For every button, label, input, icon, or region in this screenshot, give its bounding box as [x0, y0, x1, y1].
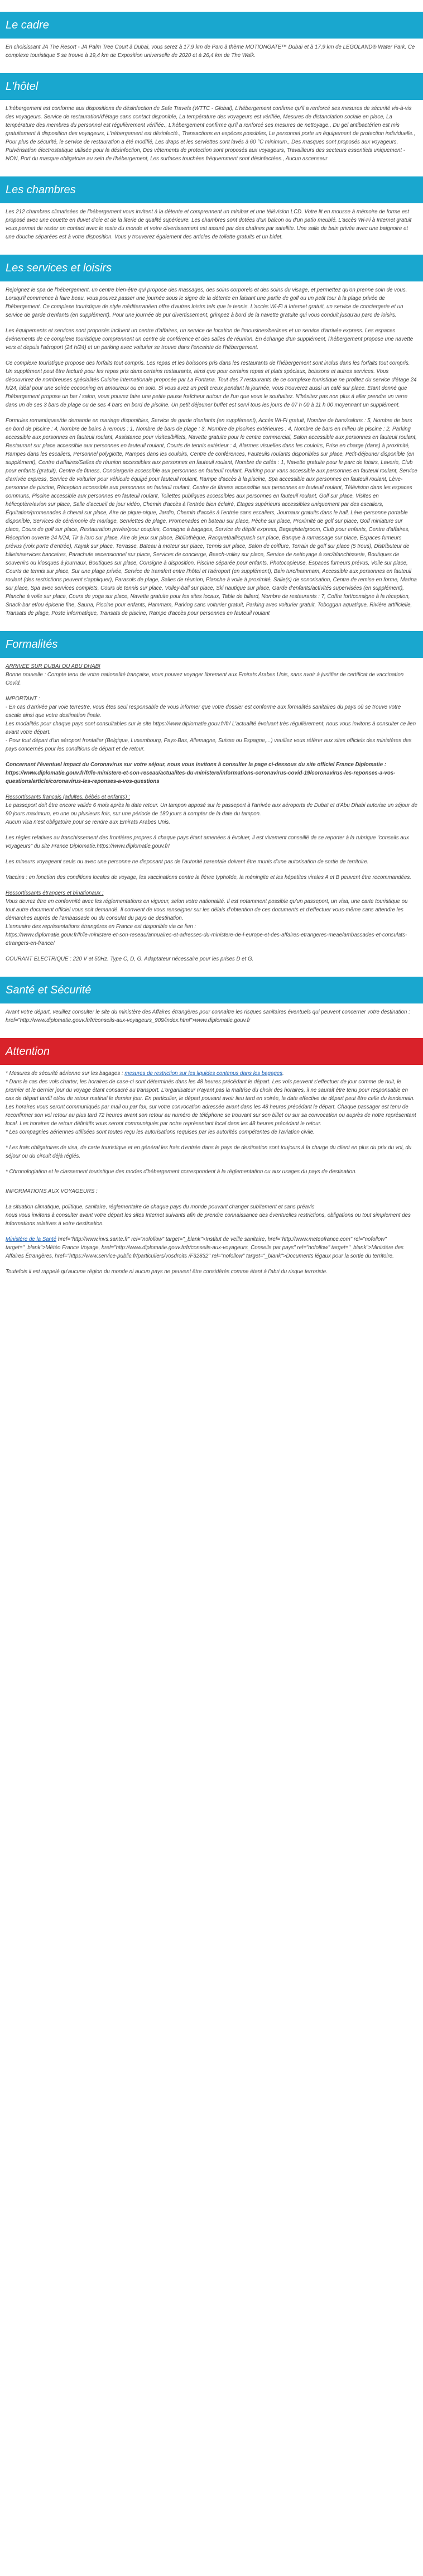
- formalites-paragraph: - En cas d'arrivée par voie terrestre, vous êtes seul responsable de vous informer que votre dossier est conforme aux formalités sanitaires du pays où se trouve votre escale ainsi que votre destination finale. Les modalités pour chaque pays sont consultables sur le site https://www.diplomatie.gouv.fr/fr/ L'actualité évoluant très régulièrement, nous vous invitons à consulter ce lien avant votre départ. - Pour tout départ d'un aéroport frontalier (Belgique, Luxembourg, Pays-Bas, Allemagne, Suisse ou Espagne,...) veuillez vous référer aux sites officiels des ministères des pays concernés pour les conditions de départ et de retour.: [6, 704, 416, 752]
- attention-paragraph-4: INFORMATIONS AUX VOYAGEURS :: [6, 1188, 98, 1194]
- attention-paragraph-2: * Les frais obligatoires de visa, de carte touristique et en général les frais d'entrée dans le pays de destination sont toujours à la charge du client en plus du prix du vol, du séjour ou du circuit déjà réglés.: [6, 1145, 412, 1159]
- services-paragraph-3: Ce complexe touristique propose des forfaits tout compris. Les repas et les boissons pris dans les restaurants de l'hébergement sont inclus dans les forfaits tout compris. Un supplément peut être facturé pour les repas pris dans certains restaurants, ainsi que pour certains repas et plats spéciaux, boissons et autres services. Vous découvrirez de nombreuses spécialités Cuisine internationale proposée par La Fontana. Tout des 7 restaurants de ce complexe touristique ne profitez du service d'étage 24 h/24, idéal pour une soirée cocooning en amoureux ou en solo. Si vous avez un petit creux pendant la journée, vous trouverez aussi un café sur place. Étant donné que l'hébergement propose un bar / salon, vous pouvez faire une petite pause fraîcheur autour de l'un que vous le souhaitez. N'hésitez pas non plus à aller prendre un verre dans un de ses 3 bars de plage ou de ses 4 bars en bord de piscine. Un petit déjeuner buffet est servi tous les jours de 07 h 00 à 11 h 00 moyennant un supplément.: [6, 360, 417, 408]
- attention-text: . * Dans le cas des vols charter, les horaires de case-ci sont déterminés dans les 48 heures précédant le départ. Les vols peuvent s'effectuer de jour comme de nuit, le premier et le dernier jour du voyage étant consacré au transport. L'organisateur n'ayant pas la maîtrise du choix des horaires, il ne saurait être tenu pour responsable en cas de départ tardif et/ou de retour matinal le dernier jour. En particulier, le départ pouvant avoir lieu tard en soirée, la date effective de départ peut être celle du lendemain. Les horaires vous seront communiqués par mail ou par fax, sur votre convocation adressée avant dans les 48 heures précédant le départ. Chaque passager est tenu de reconfirmer son vol retour au plus tard 72 heures avant son retour au numéro de téléphone se trouvant sur son billet ou sur sa convocation ou auprès de notre représentant local. Les horaires de retour définitifs vous seront communiqués par notre représentant local dans les 48 heures précédant le retour. * Les compagnies aériennes utilisées sont toutes reçu les autorisations requises par les autorités compétentes de l'aviation civile.: [6, 1070, 416, 1135]
- section-text: En choisissant JA The Resort - JA Palm Tree Court à Dubaï, vous serez à 17,9 km de Parc à thème MOTIONGATE™ Dubaï et à 17,9 km de LEGOLAND® Water Park. Ce complexe touristique 5 se trouve à 19,4 km de Exposition universelle de 2020 et à 26,4 km de The Walk.: [6, 44, 415, 59]
- section-title: Attention: [0, 1038, 423, 1065]
- attention-paragraph-5: La situation climatique, politique, sanitaire, réglementaire de chaque pays du monde pouvant changer subitement et sans préavis nous vous invitons à consulter avant votre départ les sites Internet suivants afin de prendre connaissance des éventuelles restrictions, obligations ou tout simplement des informations relatives à votre destination.: [6, 1204, 411, 1227]
- services-paragraph-1: Rejoignez le spa de l'hébergement, un centre bien-être qui propose des massages, des soins corporels et des soins du visage, et permettez qu'on prenne soin de vous. Lorsqu'il commence à faire beau, vous pouvez passer une journée sous le signe de la détente en faisant une partie de golf ou un petit tour à la plage privée de l'hébergement. Ce complexe touristique de style méditerranéen offre d'autres loisirs tels que le tennis. L'accès Wi-Fi à Internet gratuit, un service de conciergerie et un service de garde d'enfants (en supplément). Pour une journée de pur divertissement, grimpez à bord de la navette gratuite qui vous conduit jusqu'au parc de loisirs.: [6, 287, 407, 318]
- formalites-heading-foreign: Ressortissants étrangers et binationaux :: [6, 890, 104, 896]
- attention-paragraph-1: [6, 1069, 417, 1136]
- formalites-paragraph: Vaccins : en fonction des conditions locales de voyage, les vaccinations contre la fièvre typhoïde, la méningite et les hépatites virales A et B peuvent être recommandées.: [6, 874, 411, 881]
- section-title: Formalités: [0, 631, 423, 658]
- services-paragraph-4: Formules romantiques/de demande en mariage disponibles, Service de garde d'enfants (en supplément), Accès Wi-Fi gratuit, Nombre de bars/salons : 5, Nombre de bars en bord de piscine : 4, Nombre de bains à remous : 1, Nombre de bars de plage : 3, Nombre de piscines extérieures : 4, Nombre de bars en milieu de piscine : 2, Parking accessible aux personnes en fauteuil roulant, Assistance pour visites/billets, Navette gratuite pour le centre commercial, Salon accessible aux personnes en fauteuil roulant, Restaurant sur place accessible aux personnes en fauteuil roulant, Courts de tennis extérieur : 4, Alarmes visuelles dans les couloirs, Prise en charge (dans) à proximité, Rampes dans les escaliers, Personnel polyglotte, Rampes dans les couloirs, Centre de conférences, Fauteuils roulants disponibles sur place, Petit-déjeuner disponible (en supplément), Centre d'affaires/Salles de réunion accessibles aux personnes en fauteuil roulant, Nombre de cafés : 1, Navette gratuite pour le parc de loisirs, Laverie, Club pour enfants (gratuit), Centre de fitness, Conciergerie accessible aux personnes en fauteuil roulant, Parking pour vans accessible aux personnes en fauteuil roulant, Service d'arrivée express, Service de voiturier pour véhicule équipé pour fauteuil roulant, Rampe d'accès à la piscine, Spa accessible aux personnes en fauteuil roulant, Lève-personne de piscine, Réception accessible aux personnes en fauteuil roulant, Centre de fitness accessible aux personnes en fauteuil roulant, Télévision dans les espaces communs, Piscine accessible aux personnes en fauteuil roulant, Toilettes publiques accessibles aux personnes en fauteuil roulant, Golf sur place, Visites en hélicoptère/avion sur place, Salle d'accueil de jour vidéo, Chemin d'accès à l'entrée bien éclairé, Étages supérieurs accessibles uniquement par des escaliers, Équitation/promenades à cheval sur place, Aire de pique-nique, Jardin, Chemin d'accès à l'entrée sans escaliers, Journaux gratuits dans le hall, Lève-personne portable disponible, Services de cérémonie de mariage, Serviettes de plage, Promenades en bateau sur place, Pêche sur place, Proximité de golf sur place, Golf miniature sur place, Cours de golf sur place, Restauration privée/pour couples, Consigne à bagages, Service de dépôt express, Bagagiste/groom, Club pour enfants, Centre d'affaires, Réception ouverte 24 h/24, Tir à l'arc sur place, Aire de jeux sur place, Bibliothèque, Racquetball/squash sur place, Banque à ramassage sur place, Espaces fumeurs prévus (voix porte d'entrée), Kayak sur place, Terrasse, Bateau à moteur sur place, Tennis sur place, Salon de coiffure, Terrain de golf sur place (5 trous), Distributeur de billets/services bancaires, Parachute ascensionnel sur place, Services de concierge, Beach-volley sur place, Service de nettoyage à sec/blanchisserie, Boutiques de souvenirs ou kiosques à journaux, Boutiques sur place, Consigne à disposition, Piscine séparée pour enfants, Photocopieuse, Espaces fumeurs prévus, Voile sur place, Courts de tennis sur place, Sur une plage privée, Service de transfert entre l'hôtel et l'aéroport (en supplément), Bain turc/hammam, Accessible aux personnes en fauteuil roulant (des restrictions peuvent s'appliquer), Parasols de plage, Salles de réunion, Planche à voile à proximité, Salle(s) de sonorisation, Centre de remise en forme, Marina sur place, Spa avec services complets, Cours de tennis sur place, Volley-ball sur place, Ski nautique sur place, Garde d'enfants/activités supervisées (en supplément), Planche à voile sur place, Cours de yoga sur place, Navette gratuite pour les sites locaux, Table de billard, Nombre de restaurants : 7, Coffre fort/consigne à la réception, Snack-bar et/ou épicerie fine, Sauna, Piscine pour enfants, Hammam, Parking sans voiturier gratuit, Parking avec voiturier gratuit, Toboggan aquatique, Rivière artificielle, Transats de plage, Poste informatique, Transats de piscine, Rampe d'accès pour personnes en fauteuil roulant: [6, 418, 417, 616]
- formalites-paragraph-coronavirus: Concernant l'éventuel impact du Coronavirus sur votre séjour, nous vous invitons à consulter la page ci-dessous du site officiel France Diplomatie : https://www.diplomatie.gouv.fr/fr/le-ministere-et-son-reseau/actualites-du-ministere/informations-coronavirus-covid-19/coronavirus-les-reponses-a-vos-questions/article/coronavirus-les-reponses-a-vos-questions: [6, 762, 396, 785]
- formalites-paragraph: Les mineurs voyageant seuls ou avec une personne ne disposant pas de l'autorité parentale doivent être munis d'une autorisation de sortie de territoire.: [6, 859, 369, 865]
- section-formalites: [0, 631, 423, 963]
- attention-paragraph-7: Toutefois il est rappelé qu'aucune région du monde ni aucun pays ne peuvent être considérés comme étant à l'abri du risque terroriste.: [6, 1269, 328, 1275]
- services-paragraph-2: Les équipements et services sont proposés incluent un centre d'affaires, un service de location de limousines/berlines et un service d'arrivée express. Les espaces événements de ce complexe touristique comprennent un centre de conférence et des salles de réunion. En échange d'un supplément, l'hébergement propose une navette vers et depuis l'aéroport (24 h/24) et un parking avec voiturier se trouve dans l'enceinte de l'hébergement.: [6, 328, 414, 351]
- formalites-heading-french: Ressortissants français (adultes, bébés et enfants) :: [6, 794, 130, 800]
- section-sante: [0, 977, 423, 1025]
- liquids-restriction-link[interactable]: mesures de restriction sur les liquides contenus dans les bagages: [124, 1070, 282, 1077]
- section-le-cadre: [0, 12, 423, 60]
- section-chambres: [0, 176, 423, 241]
- section-title: Les chambres: [0, 176, 423, 203]
- section-title: Santé et Sécurité: [0, 977, 423, 1003]
- section-attention: [0, 1038, 423, 1276]
- attention-text: * Mesures de sécurité aérienne sur les bagages :: [6, 1070, 125, 1077]
- formalites-paragraph: Bonne nouvelle : Compte tenu de votre nationalité française, vous pouvez voyager librement aux Emirats Arabes Unis, sans avoir à justifier de certificat de vaccination Covid.: [6, 672, 404, 686]
- section-text: Les 212 chambres climatisées de l'hébergement vous invitent à la détente et comprennent un minibar et une télévision LCD. Votre lit en mousse à mémoire de forme est proposé avec une couette en duvet d'oie et de la literie de qualité supérieure. Les chambres sont dotées d'un balcon ou d'un patio meublé. L'accès Wi-Fi à Internet gratuit vous permet de rester en contact avec le reste du monde et votre divertissement est assuré par des chaînes par satellite. Une salle de bain privée avec une baignoire et une douche séparées est à votre disposition. Vous y trouverez également des articles de toilette gratuits et un bidet.: [6, 209, 412, 240]
- section-title: L'hôtel: [0, 73, 423, 100]
- section-services: [0, 255, 423, 618]
- section-title: Les services et loisirs: [0, 255, 423, 281]
- attention-paragraph-3: * Chronologiation et le classement touristique des modes d'hébergement correspondent à la réglementation ou aux usages du pays de destination.: [6, 1169, 357, 1175]
- section-title: Le cadre: [0, 12, 423, 39]
- formalites-heading-arrival: ARRIVEE SUR DUBAI OU ABU DHABI: [6, 663, 100, 670]
- ministere-sante-link[interactable]: Ministère de la Santé: [6, 1236, 57, 1242]
- formalites-paragraph: Les règles relatives au franchissement des frontières propres à chaque pays étant amenées à évoluer, il est vivement conseillé de se reporter à la rubrique "conseils aux voyageurs" du site France Diplomatie.https://www.diplomatie.gouv.fr/: [6, 835, 409, 849]
- formalites-heading-important: IMPORTANT :: [6, 696, 40, 702]
- attention-paragraph-6: [6, 1235, 417, 1260]
- formalites-paragraph-courant: COURANT ELECTRIQUE : 220 V et 50Hz. Type C, D, G. Adaptateur nécessaire pour les prises D et G.: [6, 956, 254, 962]
- formalites-paragraph: Le passeport doit être encore valide 6 mois après la date retour. Un tampon apposé sur le passeport à l'arrivée aux aéroports de Dubaï et d'Abu Dhabi autorise un séjour de 90 jours maximum, en une ou plusieurs fois, sur une période de 180 jours à compter de la date du tampon. Aucun visa n'est obligatoire pour se rendre aux Emirats Arabes Unis.: [6, 802, 417, 825]
- section-text: L'hébergement est conforme aux dispositions de désinfection de Safe Travels (WTTC - Global), L'hébergement confirme qu'il a renforcé ses mesures de sécurité vis-à-vis des voyageurs. Service de restauration/d'étage sans contact disponible, La température des voyageurs est vérifiée, Mesures de distanciation sociale en place, La température des membres du personnel est régulièrement vérifiée., L'hébergement confirme qu'il a renforcé ses mesures de nettoyage., Du gel antibactérien est mis gratuitement à disposition des voyageurs, L'hébergement est désinfecté., Transactions en espèces possibles, Le personnel porte un équipement de protection individuelle., Pour plus de sécurité, le service de restauration a été modifié, Les draps et les serviettes sont lavés à 60 °C minimum., Des masques sont proposés aux voyageurs, Pulvérisation électrostatique utilisée pour la désinfection, Des vêtements de protection sont proposés aux voyageurs, Travailleurs des secteurs essentiels uniquement - NON, Port du masque obligatoire au sein de l'hébergement, Les surfaces touchées fréquemment sont désinfectées., Aucun ascenseur: [6, 106, 416, 162]
- formalites-paragraph: Vous devrez être en conformité avec les réglementations en vigueur, selon votre nationalité. Il est notamment possible qu'un passeport, un visa, une carte touristique ou tout autre document officiel vous soit demandé. Il convient de vous renseigner sur les délais d'obtention de ces documents et d'effectuer vous-même sans attendre les démarches auprès de l'ambassade ou du consulat du pays de destination. L'annuaire des représentations étrangères en France est disponible via ce lien : https://www.diplomatie.gouv.fr/fr/le-ministere-et-son-reseau/annuaires-et-adresses-du-ministere-de-l-europe-et-des-affaires-etrangeres-meae/ambassades-et-consulats-etrangers-en-france/: [6, 899, 408, 947]
- attention-text: href="http://www.invs.sante.fr" rel="nofollow" target="_blank">Institut de veille sanitaire, href="http://www.meteofrance.com" rel="nofollow" target="_blank">Météo France Voyage, href="http://www.diplomatie.gouv.fr/fr/conseils-aux-voyageurs_Conseils par pays" rel="nofollow" target="_blank">Ministère des Affaires Étrangères, href="https://www.service-public.fr/particuliers/vosdroits /F32832" rel="nofollow" target="_blank">Documents légaux pour la sortie du territoire.: [6, 1236, 403, 1259]
- section-text: Avant votre départ, veuillez consulter le site du ministère des Affaires étrangères pour connaître les risques sanitaires éventuels qui peuvent concerner votre destination : href="http://www.diplomatie.gouv.fr/fr/conseils-aux-voyageurs_909/index.html">www.diplomatie.gouv.fr: [6, 1009, 410, 1024]
- section-hotel: [0, 73, 423, 163]
